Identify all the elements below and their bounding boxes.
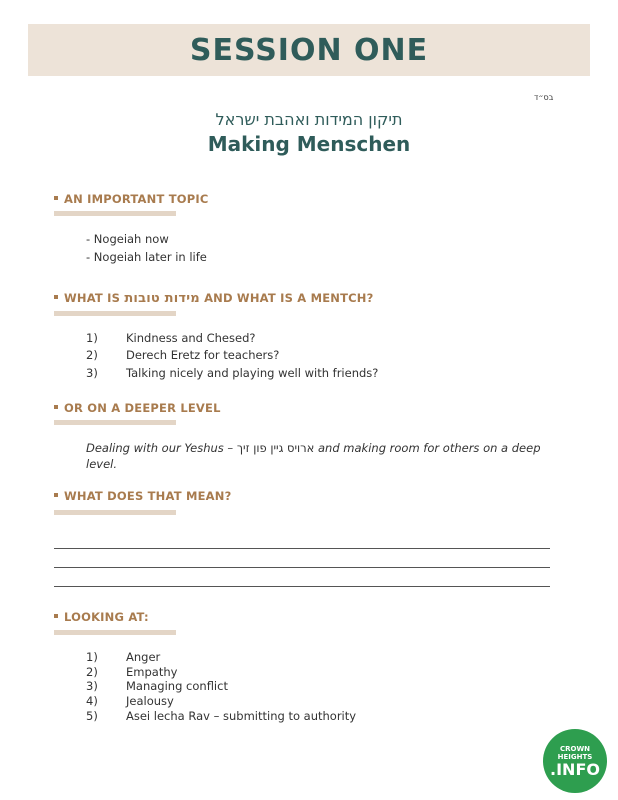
list-item: Kindness and Chesed? bbox=[126, 331, 256, 345]
list-item: - Nogeiah later in life bbox=[86, 250, 207, 264]
heading-underbar bbox=[54, 311, 176, 316]
list-item: Empathy bbox=[126, 665, 178, 679]
deeper-level-paragraph: Dealing with our Yeshus – ארויס גיין פון זיך and making room for others on a deep level. bbox=[86, 441, 541, 471]
list-number: 1) bbox=[86, 331, 98, 345]
page-title: Making Menschen bbox=[207, 132, 411, 156]
section-heading-looking-at: LOOKING AT: bbox=[54, 610, 149, 624]
list-number: 2) bbox=[86, 665, 98, 679]
hebrew-title: תיקון המידות ואהבת ישראל bbox=[215, 110, 403, 129]
answer-line bbox=[54, 586, 550, 587]
bsd-mark: בס״ד bbox=[534, 93, 554, 102]
session-title: SESSION ONE bbox=[189, 32, 429, 68]
list-item: Anger bbox=[126, 650, 161, 664]
list-number: 4) bbox=[86, 694, 98, 708]
list-item: - Nogeiah now bbox=[86, 232, 169, 246]
square-bullet-icon bbox=[54, 295, 58, 299]
section-heading-important-topic: AN IMPORTANT TOPIC bbox=[54, 192, 209, 206]
square-bullet-icon bbox=[54, 614, 58, 618]
list-item: Jealousy bbox=[126, 694, 174, 708]
heading-underbar bbox=[54, 630, 176, 635]
answer-line bbox=[54, 567, 550, 568]
list-item: Asei lecha Rav – submitting to authority bbox=[126, 709, 357, 723]
section-heading-deeper-level: OR ON A DEEPER LEVEL bbox=[54, 401, 221, 415]
heading-underbar bbox=[54, 420, 176, 425]
square-bullet-icon bbox=[54, 196, 58, 200]
list-number: 5) bbox=[86, 709, 98, 723]
list-number: 1) bbox=[86, 650, 98, 664]
list-number: 3) bbox=[86, 366, 98, 380]
list-number: 2) bbox=[86, 348, 98, 362]
list-item: Talking nicely and playing well with friends? bbox=[126, 366, 379, 380]
heading-underbar bbox=[54, 510, 176, 515]
list-item: Derech Eretz for teachers? bbox=[126, 348, 280, 362]
square-bullet-icon bbox=[54, 493, 58, 497]
session-banner bbox=[28, 24, 590, 76]
list-item: Managing conflict bbox=[126, 679, 228, 693]
heading-underbar bbox=[54, 211, 176, 216]
list-number: 3) bbox=[86, 679, 98, 693]
answer-line bbox=[54, 548, 550, 549]
square-bullet-icon bbox=[54, 405, 58, 409]
crown-heights-logo: CROWN HEIGHTS .INFO bbox=[543, 729, 607, 793]
section-heading-what-is-middos: WHAT IS מידות טובות AND WHAT IS A MENTCH? bbox=[54, 291, 373, 306]
section-heading-what-does-that-mean: WHAT DOES THAT MEAN? bbox=[54, 489, 231, 503]
